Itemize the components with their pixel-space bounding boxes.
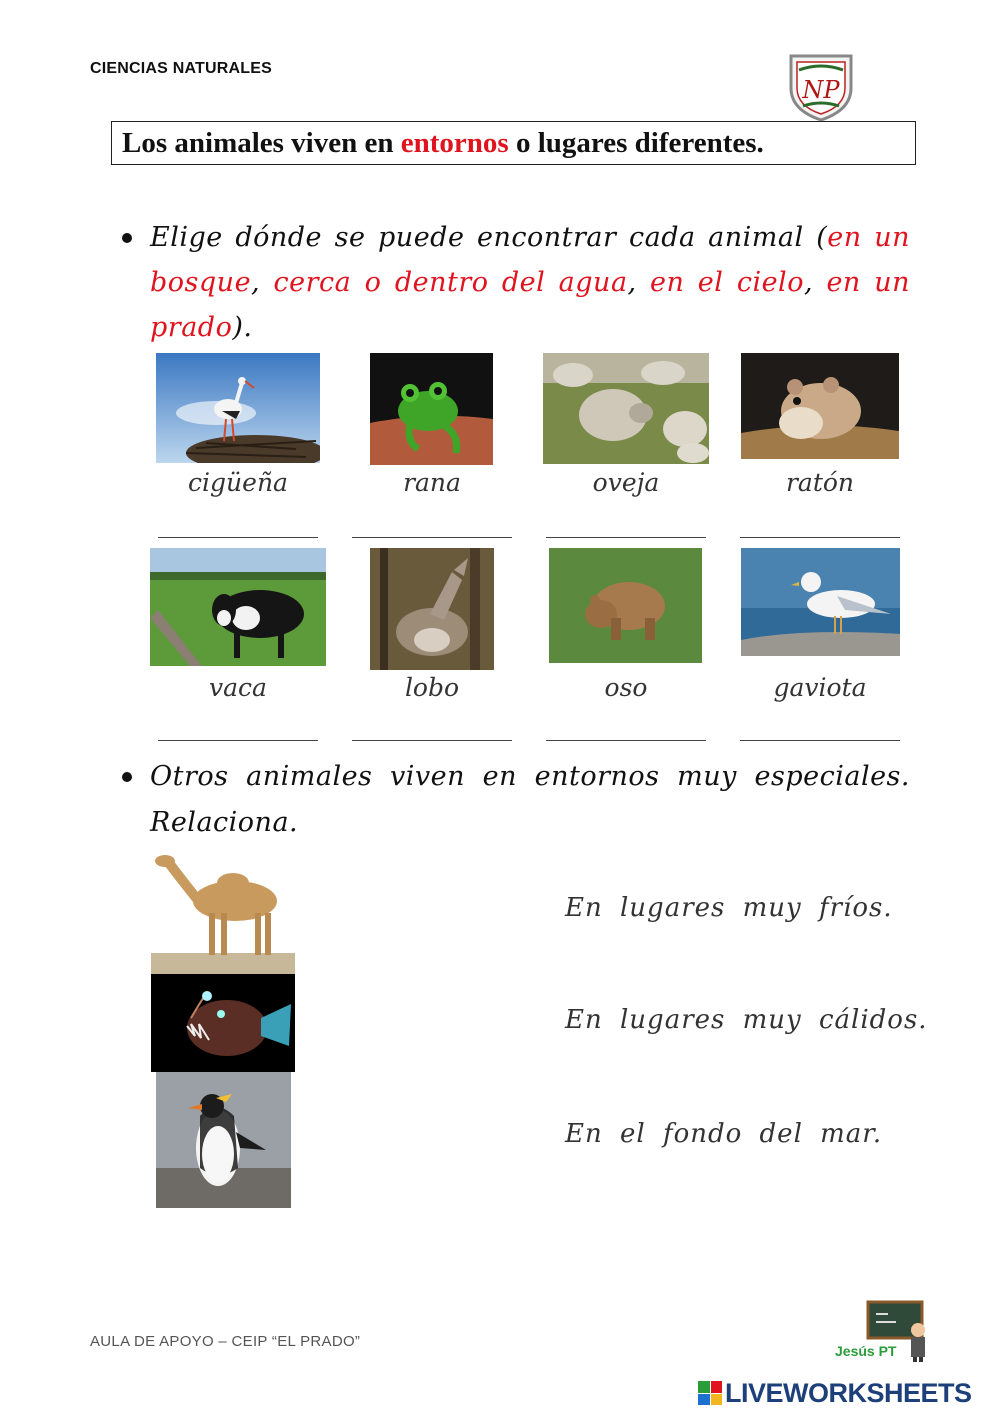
match-option-calidos[interactable]: En lugares muy cálidos. xyxy=(565,1005,928,1035)
instruction1-line3 xyxy=(150,305,910,350)
footer-school: AULA DE APOYO – CEIP “EL PRADO” xyxy=(90,1333,361,1350)
animal-name-oso: oso xyxy=(604,673,648,702)
page-title xyxy=(111,121,916,165)
title-after: o lugares diferentes. xyxy=(515,127,764,159)
mouse-photo xyxy=(741,353,899,459)
crest-letters: NP xyxy=(802,76,840,104)
instr1-red-a: en un xyxy=(827,222,910,253)
bullet-icon xyxy=(122,772,132,782)
instruction2-line1: Otros animales viven en entornos muy especiales. xyxy=(150,761,910,792)
animal-name-gaviota: gaviota xyxy=(773,673,867,702)
liveworksheets-icon xyxy=(698,1381,722,1405)
animal-name-ciguena: cigüeña xyxy=(188,468,288,497)
animal-name-rana: rana xyxy=(403,468,461,497)
liveworksheets-text: LIVEWORKSHEETS xyxy=(725,1377,972,1408)
instr1-red-cielo: en el cielo xyxy=(650,267,804,298)
bullet-icon xyxy=(122,233,132,243)
subject-label: CIENCIAS NATURALES xyxy=(90,60,272,77)
title-highlight: entornos xyxy=(400,127,509,159)
instr1-red-prado: prado xyxy=(150,312,233,343)
answer-line-raton[interactable] xyxy=(740,537,900,538)
match-option-frios[interactable]: En lugares muy fríos. xyxy=(565,893,893,923)
instr1-end: ). xyxy=(232,312,253,343)
cow-photo xyxy=(150,548,326,666)
frog-photo xyxy=(370,353,493,465)
anglerfish-photo[interactable] xyxy=(151,974,295,1072)
answer-line-oso[interactable] xyxy=(546,740,706,741)
instr1-sep: , xyxy=(251,267,261,298)
school-crest-icon xyxy=(785,48,857,122)
answer-line-gaviota[interactable] xyxy=(740,740,900,741)
stork-photo xyxy=(156,353,320,463)
animal-name-raton: ratón xyxy=(785,468,855,497)
animal-name-oveja: oveja xyxy=(592,468,660,497)
match-option-fondo-mar[interactable]: En el fondo del mar. xyxy=(565,1119,883,1149)
answer-line-oveja[interactable] xyxy=(546,537,706,538)
answer-line-rana[interactable] xyxy=(352,537,512,538)
liveworksheets-logo[interactable] xyxy=(698,1378,972,1408)
camel-photo[interactable] xyxy=(151,849,295,974)
animal-name-vaca: vaca xyxy=(209,673,267,702)
title-before: Los animales viven en xyxy=(122,127,394,159)
instruction2-line2: Relaciona. xyxy=(150,807,299,838)
instruction1-line2 xyxy=(150,260,910,305)
answer-line-lobo[interactable] xyxy=(352,740,512,741)
instr1-sep: , xyxy=(627,267,637,298)
instr1-red-agua: cerca o dentro del agua xyxy=(273,267,628,298)
instruction1-line1 xyxy=(150,215,910,260)
instr1-red-bosque: bosque xyxy=(150,267,252,298)
answer-line-ciguena[interactable] xyxy=(158,537,318,538)
instr1-sep: , xyxy=(803,267,814,298)
bear-photo xyxy=(549,548,702,663)
author-brand: Jesús PT xyxy=(835,1343,897,1359)
instr1-red-en-un: en un xyxy=(826,267,910,298)
seagull-photo xyxy=(741,548,900,656)
wolf-photo xyxy=(370,548,494,670)
penguin-photo[interactable] xyxy=(156,1072,291,1208)
answer-line-vaca[interactable] xyxy=(158,740,318,741)
animal-name-lobo: lobo xyxy=(404,673,460,702)
instr1-text-a: Elige dónde se puede encontrar cada animal ( xyxy=(150,222,828,253)
sheep-photo xyxy=(543,353,709,464)
